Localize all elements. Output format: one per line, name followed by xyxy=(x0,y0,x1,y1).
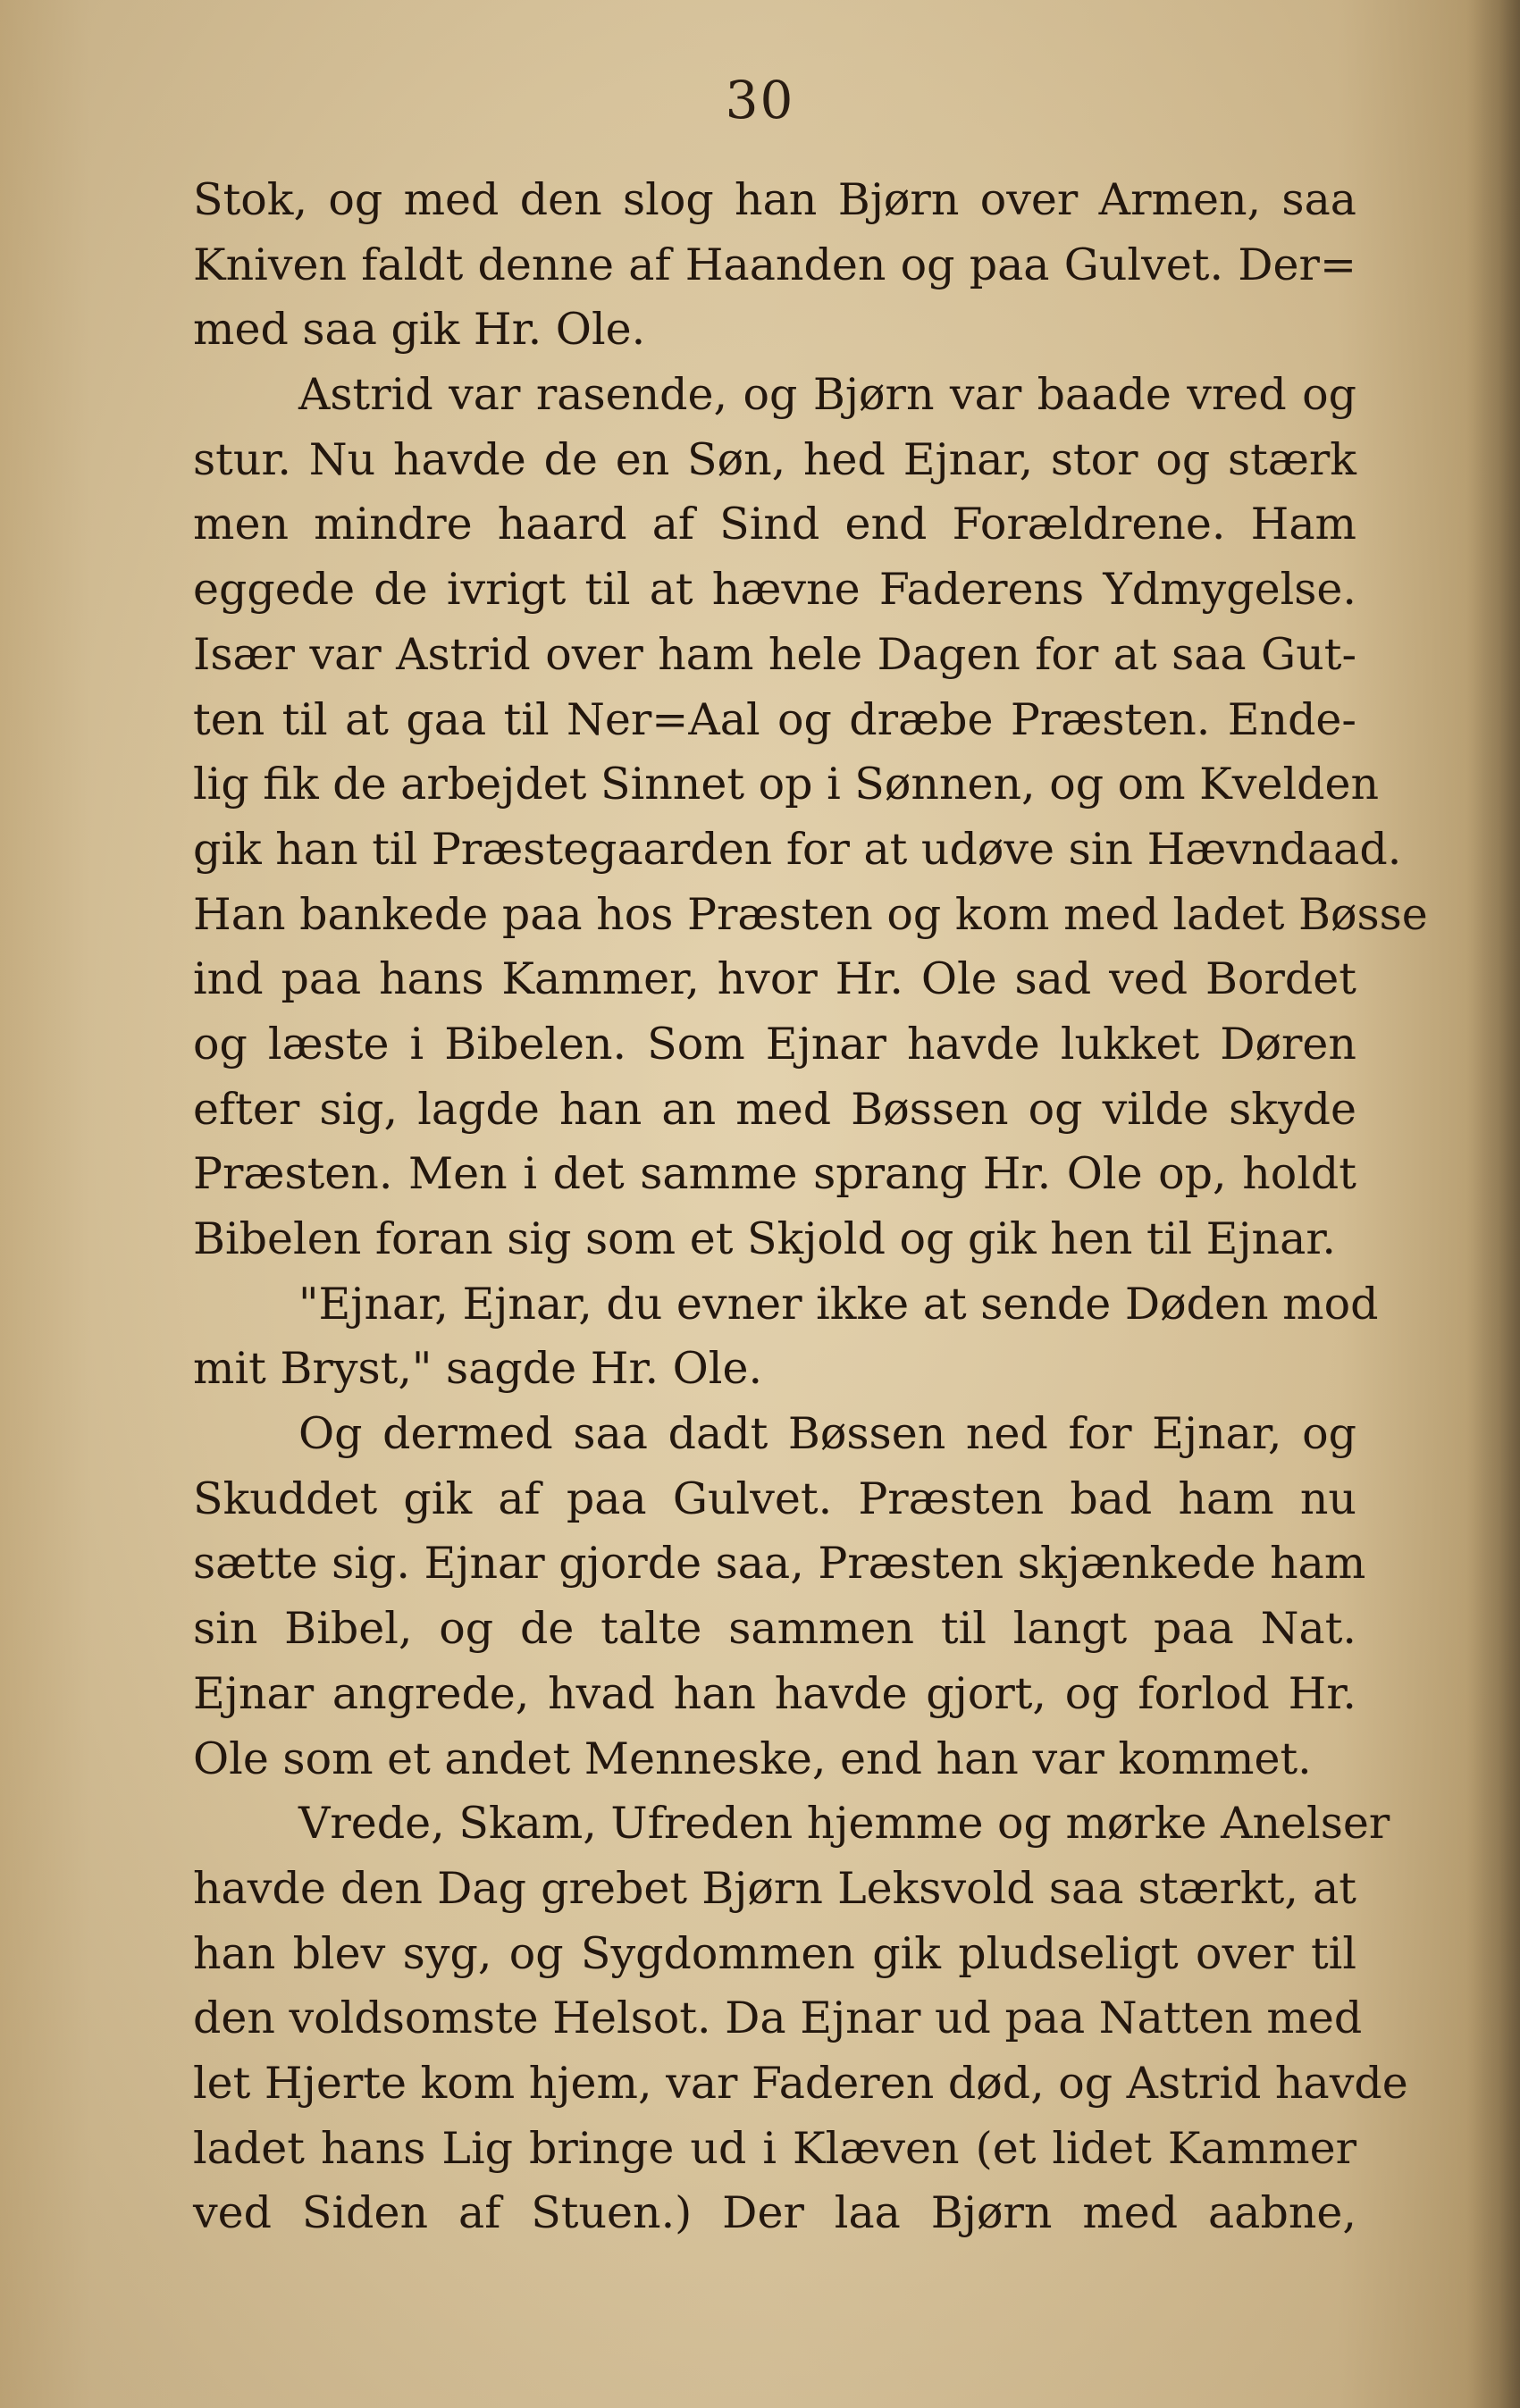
text-line: ind paa hans Kammer, hvor Hr. Ole sad ved Bordet xyxy=(193,953,1356,1005)
text-line: Bibelen foran sig som et Skjold og gik hen til Ejnar. xyxy=(193,1213,1336,1264)
body-text xyxy=(193,168,1428,2246)
text-line: den voldsomste Helsot. Da Ejnar ud paa Natten med xyxy=(193,1993,1363,2044)
text-line: han blev syg, og Sygdommen gik pludseligt over til xyxy=(193,1927,1356,1979)
page-gutter-shadow xyxy=(1466,0,1520,2408)
text-line: men mindre haard af Sind end Forældrene. Ham xyxy=(193,499,1356,550)
text-line: sætte sig. Ejnar gjorde saa, Præsten skjænkede ham xyxy=(193,1538,1366,1590)
paragraph-start-line: Vrede, Skam, Ufreden hjemme og mørke Anelser xyxy=(298,1798,1390,1850)
text-line: Han bankede paa hos Præsten og kom med ladet Bøsse xyxy=(193,888,1428,940)
text-line: eggede de ivrigt til at hævne Faderens Ydmygelse. xyxy=(193,564,1356,616)
paragraph-start-line: "Ejnar, Ejnar, du evner ikke at sende Døden mod xyxy=(298,1278,1379,1330)
paragraph-start-line: Og dermed saa dadt Bøssen ned for Ejnar, og xyxy=(298,1408,1356,1460)
text-line: og læste i Bibelen. Som Ejnar havde lukket Døren xyxy=(193,1018,1356,1070)
text-line: mit Bryst," sagde Hr. Ole. xyxy=(193,1343,763,1395)
text-line: Ejnar angrede, hvad han havde gjort, og forlod Hr. xyxy=(193,1667,1356,1719)
paragraph-start-line: Astrid var rasende, og Bjørn var baade vred og xyxy=(298,369,1356,421)
text-line: med saa gik Hr. Ole. xyxy=(193,304,646,356)
text-line: Skuddet gik af paa Gulvet. Præsten bad ham nu xyxy=(193,1472,1356,1524)
text-line: stur. Nu havde de en Søn, hed Ejnar, stor og stærk xyxy=(193,433,1356,485)
text-line: Især var Astrid over ham hele Dagen for at saa Gut- xyxy=(193,628,1356,680)
text-line: Præsten. Men i det samme sprang Hr. Ole op, holdt xyxy=(193,1148,1356,1200)
text-line: Kniven faldt denne af Haanden og paa Gulvet. Der= xyxy=(193,239,1356,290)
text-line: ladet hans Lig bringe ud i Klæven (et lidet Kammer xyxy=(193,2122,1356,2174)
text-line: let Hjerte kom hjem, var Faderen død, og Astrid havde xyxy=(193,2057,1408,2109)
text-line: havde den Dag grebet Bjørn Leksvold saa stærkt, at xyxy=(193,1862,1356,1914)
text-line: efter sig, lagde han an med Bøssen og vilde skyde xyxy=(193,1083,1356,1135)
text-line: ved Siden af Stuen.) Der laa Bjørn med aabne, xyxy=(193,2187,1356,2239)
text-line: Stok, og med den slog han Bjørn over Armen, saa xyxy=(193,174,1356,225)
page-number: 30 xyxy=(725,70,795,130)
text-line: sin Bibel, og de talte sammen til langt paa Nat. xyxy=(193,1603,1356,1655)
text-line: gik han til Præstegaarden for at udøve sin Hævndaad. xyxy=(193,823,1402,875)
text-line: ten til at gaa til Ner=Aal og dræbe Præsten. Ende- xyxy=(193,693,1356,745)
text-line: lig fik de arbejdet Sinnet op i Sønnen, og om Kvelden xyxy=(193,759,1380,810)
text-line: Ole som et andet Menneske, end han var kommet. xyxy=(193,1733,1312,1784)
